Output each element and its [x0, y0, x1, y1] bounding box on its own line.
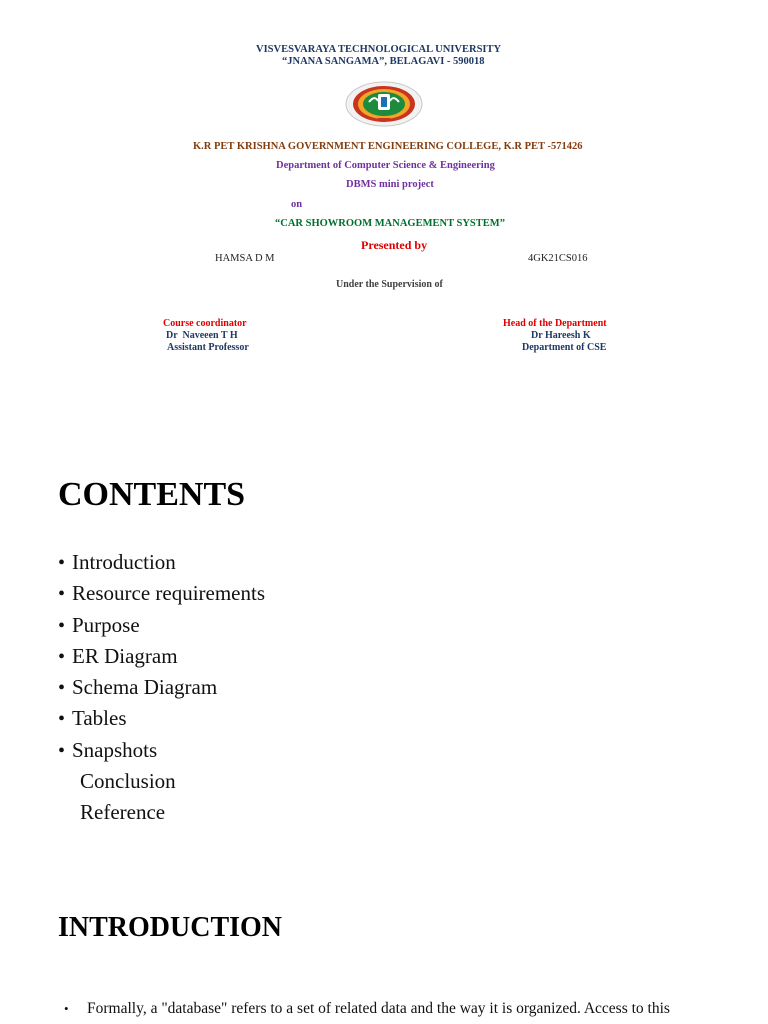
coordinator-name: Dr Naveeen T H: [166, 330, 238, 341]
list-item: [58, 578, 265, 609]
contents-item-label: Introduction: [72, 550, 176, 574]
hod-name: Dr Hareesh K: [531, 330, 591, 341]
supervision-label: Under the Supervision of: [336, 279, 443, 290]
contents-item-label: Resource requirements: [72, 581, 266, 606]
bullet-icon: •: [58, 677, 66, 700]
department-name: Department of Computer Science & Engineering: [276, 160, 495, 171]
presented-by-label: Presented by: [361, 238, 428, 252]
introduction-text: Formally, a "database" refers to a set of related data and the way it is organized. Access to this: [87, 1000, 670, 1017]
contents-list: [58, 547, 265, 829]
list-item: [58, 610, 265, 641]
bullet-icon: •: [58, 552, 66, 574]
bullet-icon: •: [58, 739, 66, 762]
hod-role: Head of the Department: [503, 318, 607, 329]
university-address: “JNANA SANGAMA”, BELAGAVI - 590018: [282, 56, 485, 67]
contents-item-label: Reference: [80, 800, 166, 825]
introduction-paragraph: [64, 1000, 724, 1018]
university-emblem-icon: [345, 81, 423, 127]
contents-item-label: Tables: [72, 706, 127, 731]
college-name: K.R PET KRISHNA GOVERNMENT ENGINEERING COLLEGE, K.R PET -571426: [193, 141, 583, 152]
introduction-heading: INTRODUCTION: [58, 912, 283, 943]
hod-designation: Department of CSE: [522, 342, 607, 353]
university-name: VISVESVARAYA TECHNOLOGICAL UNIVERSITY: [256, 44, 502, 55]
contents-item-label: Schema Diagram: [72, 675, 218, 700]
list-item: [58, 703, 265, 734]
list-item: [58, 797, 265, 828]
list-item: [58, 641, 265, 672]
contents-heading: CONTENTS: [58, 476, 246, 513]
contents-item-label: ER Diagram: [72, 643, 178, 668]
coordinator-role: Course coordinator: [163, 318, 247, 329]
project-type: DBMS mini project: [346, 179, 434, 190]
list-item: [58, 766, 265, 797]
list-item: [58, 735, 265, 766]
bullet-icon: •: [58, 708, 66, 731]
on-label: on: [291, 199, 303, 210]
bullet-icon: •: [58, 583, 66, 606]
contents-item-label: Snapshots: [72, 737, 158, 762]
bullet-icon: •: [58, 645, 66, 668]
student-name: HAMSA D M: [215, 253, 275, 264]
list-item: [58, 672, 265, 703]
contents-item-label: Purpose: [72, 612, 140, 637]
project-title: “CAR SHOWROOM MANAGEMENT SYSTEM”: [275, 218, 505, 229]
bullet-icon: •: [58, 614, 66, 637]
contents-item-label: Conclusion: [80, 769, 176, 794]
coordinator-designation: Assistant Professor: [167, 342, 249, 353]
list-item: [58, 547, 265, 578]
student-usn: 4GK21CS016: [528, 253, 588, 264]
bullet-icon: •: [64, 1001, 69, 1016]
